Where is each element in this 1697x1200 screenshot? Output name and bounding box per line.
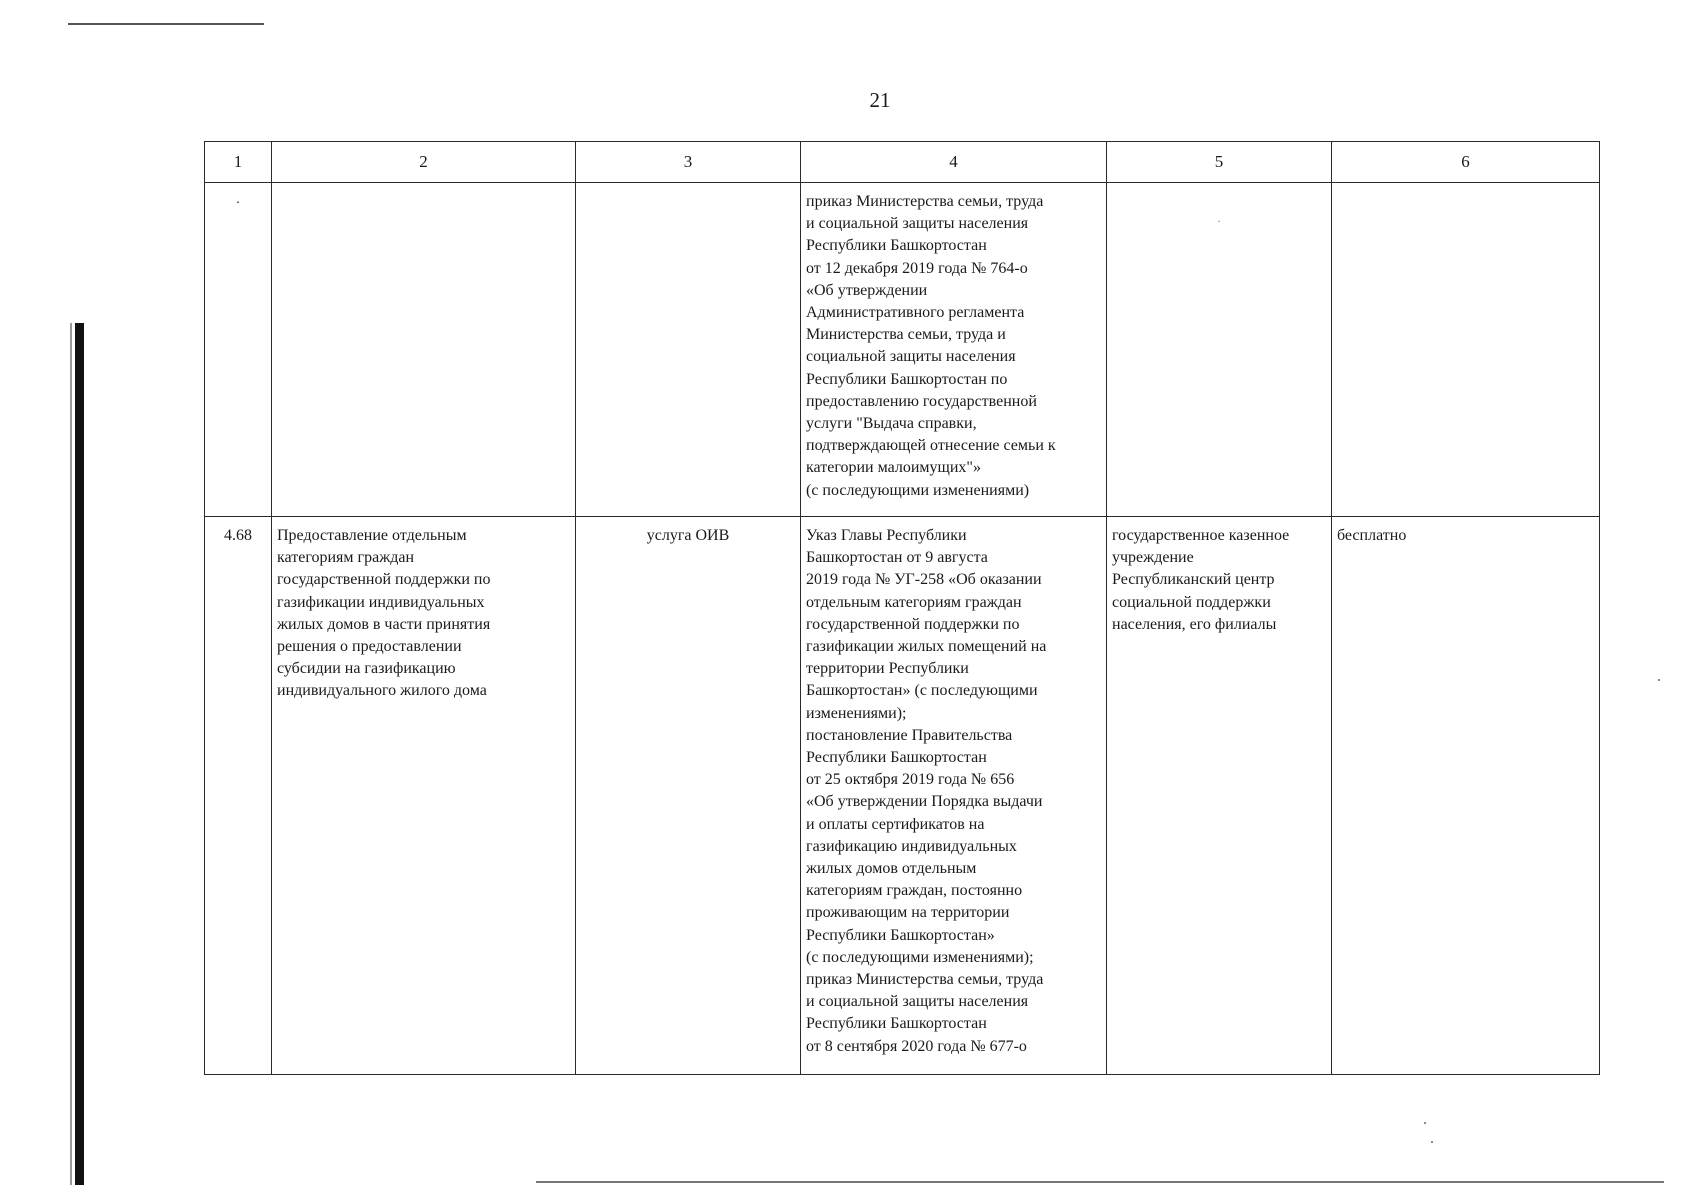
cell-number: 4.68 (205, 517, 272, 1075)
service-name-line: решения о предоставлении (277, 638, 462, 656)
service-name-line: жилых домов в части принятия (277, 615, 491, 633)
legal-basis-line: проживающим на территории (806, 904, 1010, 922)
header-col-4: 4 (801, 142, 1107, 183)
legal-basis-line: услуги "Выдача справки, (806, 415, 977, 433)
legal-basis-line: и оплаты сертификатов на (806, 815, 985, 833)
cell-service-name (272, 517, 576, 1075)
service-name-line: государственной поддержки по (277, 571, 491, 589)
legal-basis-line: от 25 октября 2019 года № 656 (806, 771, 1015, 789)
legal-basis-line: постановление Правительства (806, 726, 1013, 744)
legal-basis-line: Башкортостан» (с последующими (806, 682, 1038, 700)
legal-basis-line: газификацию индивидуальных (806, 837, 1017, 855)
cell-fee (1332, 183, 1600, 517)
cell-service-type: услуга ОИВ (576, 517, 801, 1075)
table-row-4-68 (205, 517, 1600, 1075)
service-name-line: Предоставление отдельным (277, 527, 467, 544)
service-name-line: газификации индивидуальных (277, 593, 485, 611)
scan-speck (1658, 679, 1660, 681)
legal-basis-line: отдельным категориям граждан (806, 593, 1022, 611)
cell-legal-basis (801, 517, 1107, 1075)
cell-provider (1107, 517, 1332, 1075)
stray-mark: · (235, 196, 241, 211)
scan-artifact-bottom-line (536, 1181, 1664, 1183)
legal-basis-line: (с последующими изменениями) (806, 481, 1030, 499)
table-header-row (205, 142, 1600, 183)
scan-artifact-top-line (68, 23, 264, 25)
cell-number (205, 183, 272, 517)
cell-provider (1107, 183, 1332, 517)
provider-line: государственное казенное (1112, 527, 1290, 544)
stray-mark: · (1217, 214, 1221, 228)
provider-line: населения, его филиалы (1112, 615, 1277, 633)
scan-speck (1424, 1122, 1426, 1124)
legal-basis-line: (с последующими изменениями); (806, 948, 1034, 966)
legal-basis-line: государственной поддержки по (806, 615, 1020, 633)
legal-basis-line: подтверждающей отнесение семьи к (806, 437, 1056, 455)
legal-basis-line: Административного регламента (806, 304, 1025, 322)
legal-basis-line: и социальной защиты населения (806, 993, 1029, 1011)
legal-basis-line: Указ Главы Республики (806, 527, 967, 544)
legal-basis-line: Республики Башкортостан по (806, 370, 1008, 388)
service-name-line: субсидии на газификацию (277, 660, 456, 678)
legal-basis-line: предоставлению государственной (806, 392, 1037, 410)
legal-basis-line: от 8 сентября 2020 года № 677-о (806, 1037, 1027, 1055)
legal-basis-line: территории Республики (806, 660, 969, 678)
legal-basis-line: «Об утверждении (806, 281, 928, 299)
legal-basis-line: категориям граждан, постоянно (806, 882, 1023, 900)
legal-basis-line: «Об утверждении Порядка выдачи (806, 793, 1043, 811)
cell-service-name (272, 183, 576, 517)
service-name-line: индивидуального жилого дома (277, 682, 487, 700)
cell-service-type (576, 183, 801, 517)
provider-line: социальной поддержки (1112, 593, 1271, 611)
legal-basis-line: социальной защиты населения (806, 348, 1016, 366)
page-number: 21 (869, 88, 891, 112)
legal-basis-line: Министерства семьи, труда и (806, 326, 1006, 344)
provider-line: Республиканский центр (1112, 571, 1275, 589)
legal-basis-line: газификации жилых помещений на (806, 638, 1047, 656)
legal-basis-line: Башкортостан от 9 августа (806, 549, 988, 567)
table-row-continuation (205, 183, 1600, 517)
legal-basis-line: жилых домов отдельным (806, 860, 977, 878)
header-col-3: 3 (576, 142, 801, 183)
header-col-6: 6 (1332, 142, 1600, 183)
scan-speck (1431, 1141, 1433, 1143)
provider-line: учреждение (1112, 549, 1194, 567)
legal-basis-line: изменениями); (806, 704, 907, 722)
legal-basis-line: 2019 года № УГ-258 «Об оказании (806, 571, 1042, 589)
cell-fee: бесплатно (1332, 517, 1600, 1075)
cell-legal-basis (801, 183, 1107, 517)
legal-basis-line: и социальной защиты населения (806, 215, 1029, 233)
legal-basis-line: Республики Башкортостан» (806, 926, 995, 944)
legal-basis-line: Республики Башкортостан (806, 1015, 987, 1033)
scan-artifact-left-bar (70, 323, 84, 1185)
legal-basis-line: приказ Министерства семьи, труда (806, 971, 1044, 989)
legal-basis-line: Республики Башкортостан (806, 749, 987, 767)
legal-basis-line: категории малоимущих"» (806, 459, 981, 477)
legal-basis-line: Республики Башкортостан (806, 237, 987, 255)
services-table (204, 141, 1600, 1075)
header-col-1: 1 (205, 142, 272, 183)
header-col-5: 5 (1107, 142, 1332, 183)
legal-basis-line: приказ Министерства семьи, труда (806, 193, 1044, 210)
header-col-2: 2 (272, 142, 576, 183)
legal-basis-line: от 12 декабря 2019 года № 764-о (806, 259, 1028, 277)
service-name-line: категориям граждан (277, 549, 415, 567)
